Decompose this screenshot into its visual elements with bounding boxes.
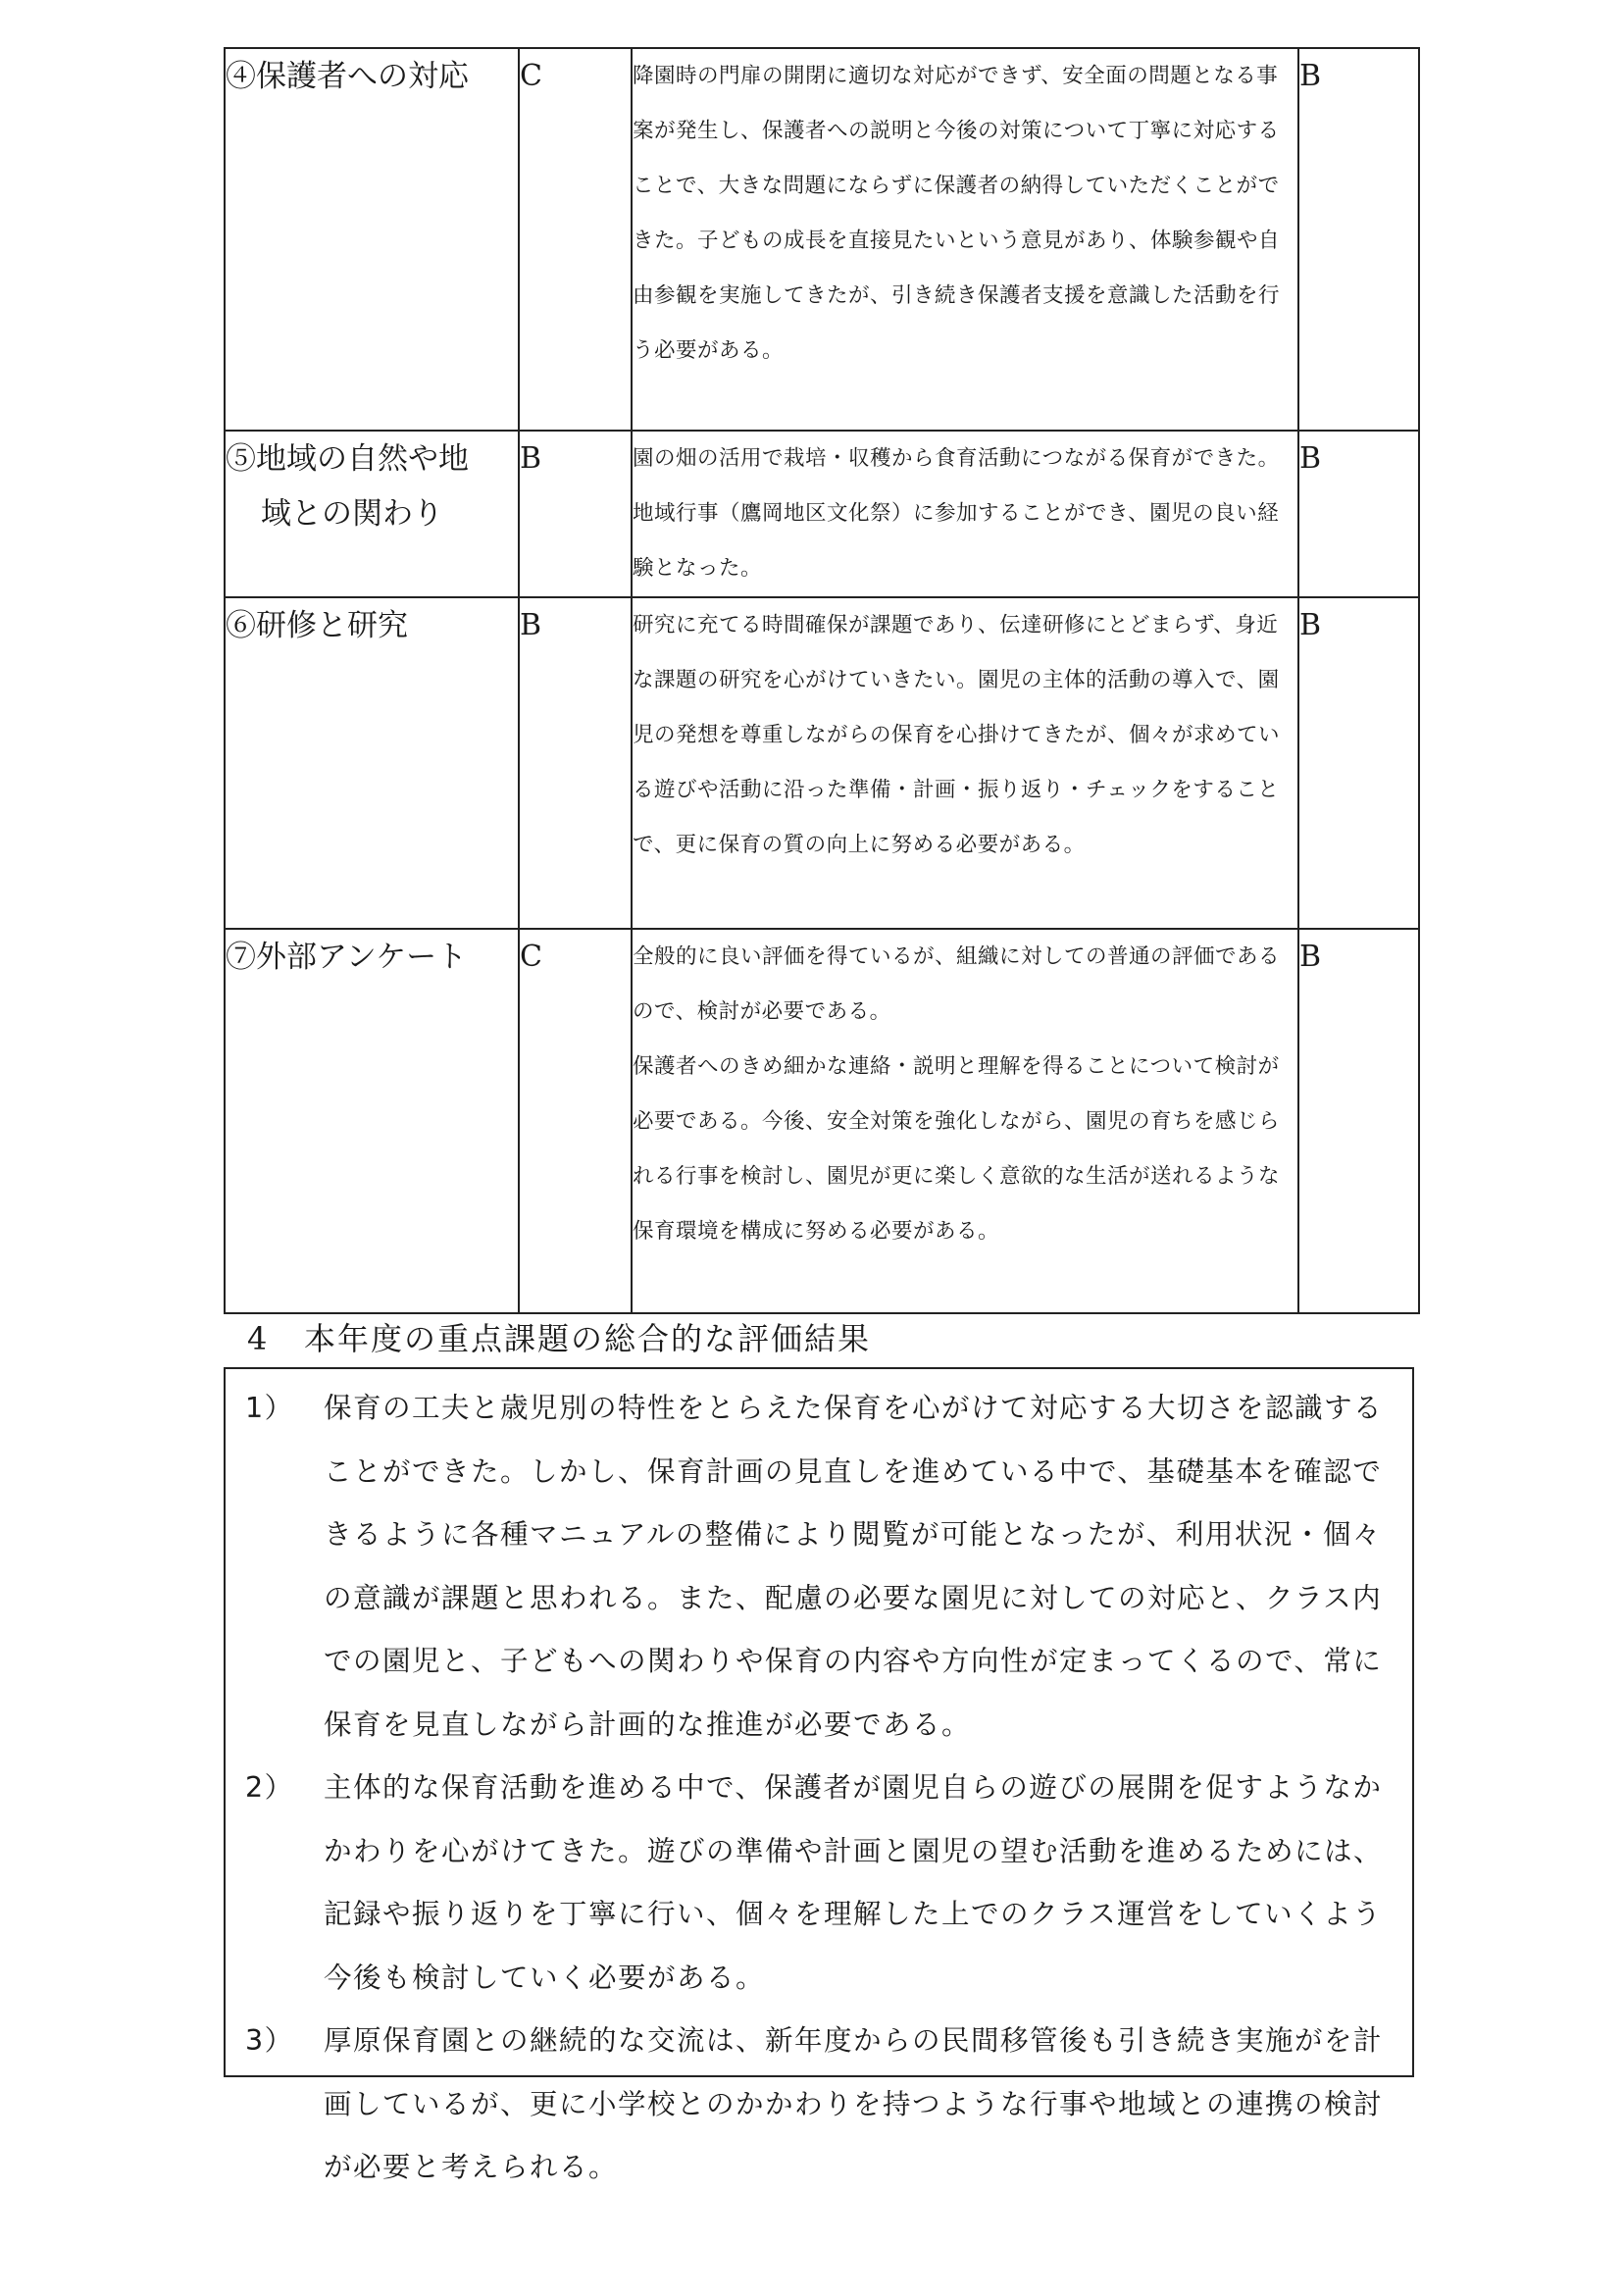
section-title-text: 本年度の重点課題の総合的な評価結果 (304, 1320, 872, 1357)
evaluation-comment (632, 929, 1298, 1313)
evaluation-item (225, 48, 519, 431)
section-number: 4 (247, 1320, 270, 1357)
comment-paragraph: 研究に充てる時間確保が課題であり、伝達研修にとどまらず、身近な課題の研究を心がけていきたい。園児の主体的活動の導入で、園児の発想を尊重しながらの保育を心掛けてきたが、個々が求めている遊びや活動に沿った準備・計画・振り返り・チェックをすることで、更に保育の質の向上に努める必要がある。 (633, 613, 1281, 857)
comment-paragraph: 降園時の門扉の開閉に適切な対応ができず、安全面の問題となる事案が発生し、保護者への説明と今後の対策について丁寧に対応することで、大きな問題にならずに保護者の納得していただくことができた。子どもの成長を直接見たいという意見があり、体験参観や自由参観を実施してきたが、引き続き保護者支援を意識した活動を行う必要がある。 (633, 64, 1281, 363)
comment-paragraph: 全般的に良い評価を得ているが、組織に対しての普通の評価であるので、検討が必要である。 (633, 944, 1281, 1024)
next-grade: B (1298, 597, 1419, 929)
list-item-text: 保育の工夫と歳児別の特性をとらえた保育を心がけて対応する大切さを認識することができた。しかし、保育計画の見直しを進めている中で、基礎基本を確認できるように各種マニュアルの整備により閲覧が可能となったが、利用状況・個々の意識が課題と思われる。また、配慮の必要な園児に対しての対応と、クラス内での園児と、子どもへの関わりや保育の内容や方向性が定まってくるので、常に保育を見直しながら計画的な推進が必要である。 (324, 1392, 1384, 1741)
evaluation-comment (632, 597, 1298, 929)
comment-paragraph: 保護者へのきめ細かな連絡・説明と理解を得ることについて検討が必要である。今後、安全対策を強化しながら、園児の育ちを感じられる行事を検討し、園児が更に楽しく意欲的な生活が送れるような保育環境を構成に努める必要がある。 (633, 1054, 1281, 1244)
evaluation-item (225, 929, 519, 1313)
item-label-continued: 域との関わり (261, 496, 443, 532)
list-marker: 2） (245, 1771, 294, 1804)
item-label: ④保護者への対応 (226, 59, 469, 94)
list-item (239, 1757, 1398, 2010)
list-item-text: 主体的な保育活動を進める中で、保護者が園児自らの遊びの展開を促すようなかかわりを心がけてきた。遊びの準備や計画と園児の望む活動を進めるためには、記録や振り返りを丁寧に行い、個々を理解した上でのクラス運営をしていくよう今後も検討していく必要がある。 (324, 1771, 1384, 1994)
list-item (239, 1377, 1398, 1757)
summary-box (224, 1367, 1414, 2183)
list-marker: 1） (245, 1392, 294, 1424)
table-row (225, 48, 1419, 431)
self-grade: C (519, 929, 632, 1313)
self-grade: B (519, 597, 632, 929)
table-row (225, 431, 1419, 597)
table-row (225, 597, 1419, 929)
item-label: ⑥研修と研究 (226, 608, 408, 643)
table-row (225, 929, 1419, 1313)
list-item-text: 厚原保育園との継続的な交流は、新年度からの民間移管後も引き続き実施がを計画しているが、更に小学校とのかかわりを持つような行事や地域との連携の検討が必要と考えられる。 (324, 2024, 1384, 2183)
comment-paragraph: 園の畑の活用で栽培・収穫から食育活動につながる保育ができた。地域行事（鷹岡地区文化祭）に参加することができ、園児の良い経験となった。 (633, 446, 1280, 581)
list-item (239, 2010, 1398, 2200)
next-grade: B (1298, 431, 1419, 597)
self-grade: C (519, 48, 632, 431)
evaluation-comment (632, 48, 1298, 431)
evaluation-item (225, 597, 519, 929)
evaluation-item (225, 431, 519, 597)
next-grade: B (1298, 929, 1419, 1313)
self-grade: B (519, 431, 632, 597)
next-grade: B (1298, 48, 1419, 431)
list-marker: 3） (245, 2024, 294, 2057)
item-label: ⑤地域の自然や地 (226, 441, 469, 477)
evaluation-comment (632, 431, 1298, 597)
item-label: ⑦外部アンケート (226, 940, 468, 975)
section-heading (247, 1314, 871, 1359)
evaluation-table (224, 47, 1420, 1314)
